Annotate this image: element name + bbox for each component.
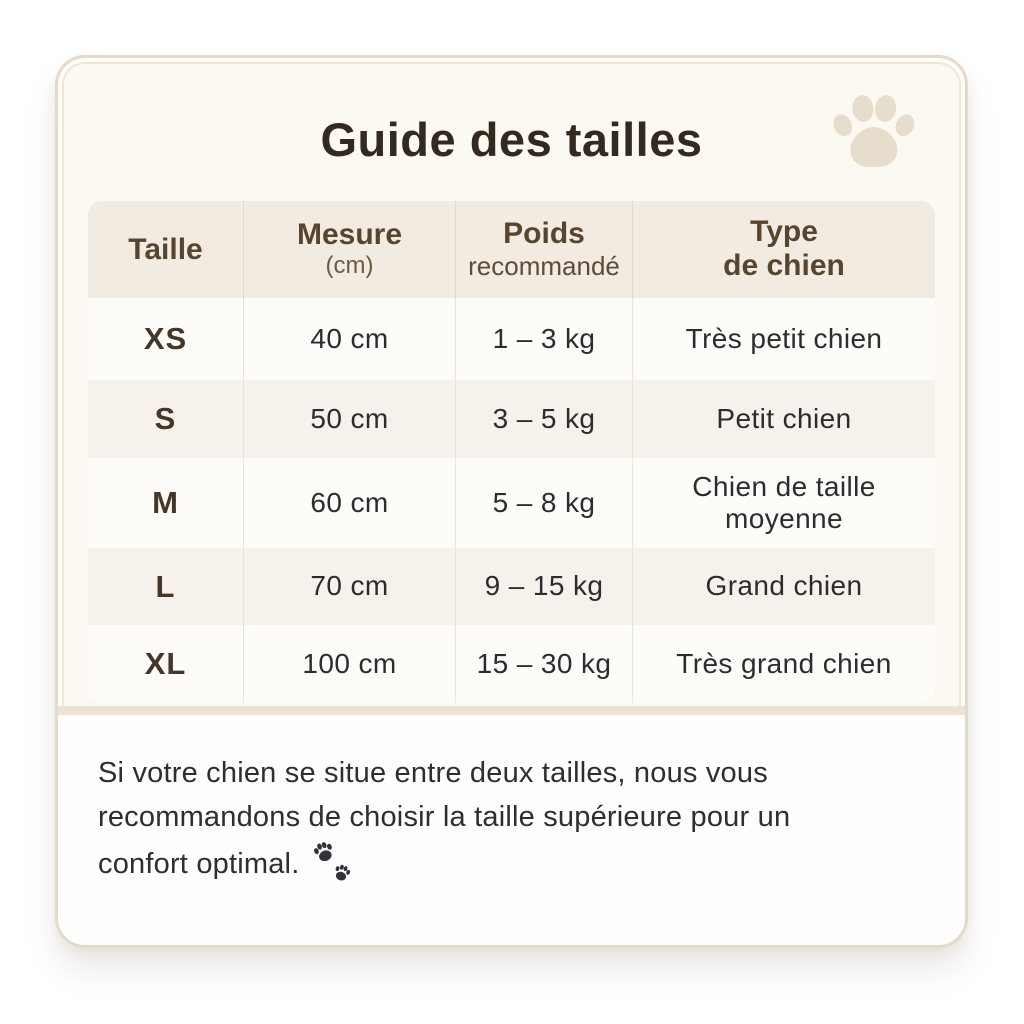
cell-size: L xyxy=(155,568,176,604)
cell-size: XS xyxy=(143,321,188,356)
table-header-row xyxy=(88,201,935,298)
header-mesure xyxy=(243,201,455,298)
note-text-content: Si votre chien se situe entre deux tailles, nous vous recommandons de choisir la taille supérieure pour un confort optimal. xyxy=(98,757,791,881)
cell-measure: 60 cm xyxy=(243,458,455,548)
cell-size: XL xyxy=(144,646,187,681)
note-section xyxy=(58,715,965,948)
table-row-xs xyxy=(88,298,935,380)
cell-dog-type: Très petit chien xyxy=(632,298,935,380)
cell-weight: 1 – 3 kg xyxy=(455,298,632,380)
table-row-m xyxy=(88,458,935,548)
table-row-xl xyxy=(88,625,935,703)
cell-weight: 5 – 8 kg xyxy=(455,458,632,548)
header-taille xyxy=(88,201,243,298)
cell-measure: 100 cm xyxy=(243,625,455,703)
cell-measure: 70 cm xyxy=(243,548,455,625)
header-mesure-sublabel: (cm) xyxy=(325,251,374,279)
cell-dog-type: Grand chien xyxy=(632,548,935,625)
paw-prints-icon xyxy=(309,839,357,887)
title-row xyxy=(58,58,965,198)
section-divider xyxy=(58,706,965,715)
cell-size: M xyxy=(152,485,179,520)
header-type-label: Type xyxy=(750,214,818,248)
cell-dog-type: Petit chien xyxy=(632,380,935,458)
cell-weight: 9 – 15 kg xyxy=(455,548,632,625)
header-type-sublabel: de chien xyxy=(723,249,845,283)
size-guide-card xyxy=(55,55,968,948)
header-taille-label: Taille xyxy=(128,232,203,266)
cell-weight: 3 – 5 kg xyxy=(455,380,632,458)
page-title: Guide des tailles xyxy=(320,112,703,166)
header-poids-label: Poids xyxy=(503,217,585,251)
cell-measure: 50 cm xyxy=(243,380,455,458)
header-mesure-label: Mesure xyxy=(296,218,403,252)
cell-dog-type: Très grand chien xyxy=(632,625,935,703)
header-type xyxy=(632,201,935,298)
cell-size: S xyxy=(154,401,177,436)
cell-measure: 40 cm xyxy=(243,298,455,380)
cell-dog-type: Chien de taille moyenne xyxy=(632,458,935,548)
cell-weight: 15 – 30 kg xyxy=(455,625,632,703)
table-row-l xyxy=(88,548,935,625)
header-poids-sublabel: recommandé xyxy=(468,250,620,281)
header-poids xyxy=(455,201,632,298)
table-row-s xyxy=(88,380,935,458)
note-text xyxy=(98,751,888,887)
paw-icon xyxy=(831,90,915,174)
size-table xyxy=(88,201,935,703)
